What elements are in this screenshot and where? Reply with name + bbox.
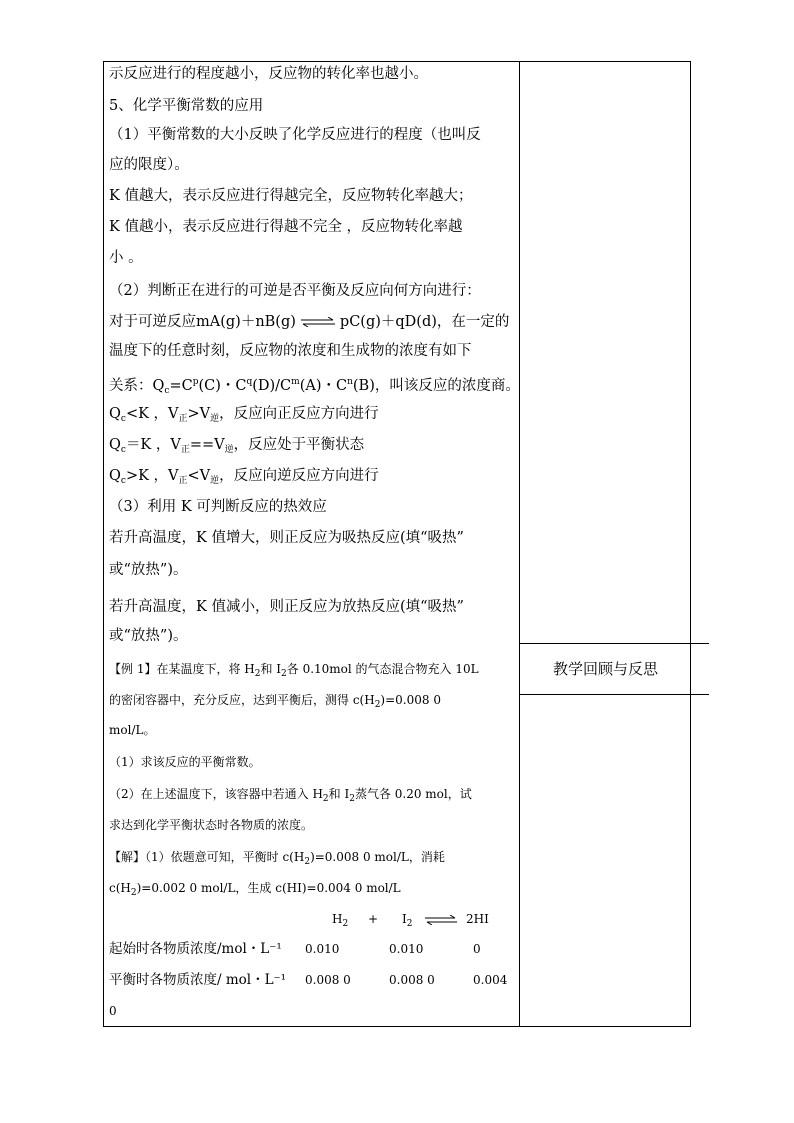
- text-line: 小 。: [109, 250, 143, 266]
- example-question: （2）在上述温度下，该容器中若通入 $H_2$和 $I_2$蒸气各 0.20 mol，试: [109, 787, 472, 804]
- text-line: K 值越大，表示反应进行得越完全，反应物转化率越大；: [109, 188, 473, 204]
- row-label-equilibrium: 平衡时各物质浓度/ mol・L⁻¹: [109, 972, 287, 988]
- row-label-initial: 起始时各物质浓度/mol・L⁻¹: [109, 941, 282, 957]
- table-cell: 0.008 0: [389, 973, 435, 987]
- text-line: 若升高温度，K 值减小，则正反应为放热反应(填“吸热”: [109, 599, 464, 615]
- equilibrium-arrow-icon: [424, 915, 458, 925]
- solution-line: 【解】（1）依题意可知，平衡时 $c(H_2)=0.008$ 0 mol/L，消耗: [109, 850, 445, 867]
- condition-equilibrium: $Q_c=K$ ，$V_正==V_逆$，反应处于平衡状态: [109, 437, 365, 455]
- qc-definition: 关系：$Q_c=C^p(C)$・$C^q(D)/C^m(A)$・$C^n(B)$，叫该反应的浓度商。: [109, 377, 520, 396]
- plus-sign: +: [368, 912, 379, 926]
- table-cell: 0.008 0: [305, 973, 351, 987]
- example-line: 【例 1】在某温度下，将 $H_2$和 $I_2$各 0.10mol 的气态混合物充入 10L: [109, 662, 479, 679]
- example-line: 的密闭容器中，充分反应，达到平衡后，测得 $c(H_2)=0.008$ 0: [109, 693, 441, 710]
- text-line: （3）利用 K 可判断反应的热效应: [109, 499, 327, 515]
- text-line: 应的限度）。: [109, 157, 189, 173]
- section-heading: 5、化学平衡常数的应用: [109, 98, 264, 114]
- condition-forward: $Q_c<K$ ，$V_正>V_逆$，反应向正反应方向进行: [109, 406, 379, 424]
- table-cell: 0: [473, 942, 481, 956]
- table-cell: 0.010: [389, 942, 424, 956]
- equilibrium-arrow-icon: [300, 317, 336, 327]
- text-line: K 值越小，表示反应进行得越不完全 ，反应物转化率越: [109, 219, 463, 235]
- species-i2: $I_2$: [402, 912, 413, 929]
- example-question: 求达到化学平衡状态时各物质的浓度。: [109, 818, 314, 832]
- example-line: mol/L。: [109, 723, 156, 737]
- condition-reverse: $Q_c>K$ ，$V_正<V_逆$，反应向逆反应方向进行: [109, 468, 379, 486]
- species-hi: 2HI: [466, 912, 489, 926]
- text-line: 若升高温度，K 值增大，则正反应为吸热反应(填“吸热”: [109, 530, 464, 546]
- reaction-line: 对于可逆反应mA(g)＋nB(g) pC(g)＋qD(d)，在一定的: [109, 314, 510, 330]
- text-line: 或“放热”)。: [109, 628, 188, 644]
- side-rule-bottom: [519, 694, 709, 695]
- reflection-heading: 教学回顾与反思: [552, 660, 658, 678]
- column-divider: [519, 61, 520, 1027]
- species-h2: $H_2$: [332, 912, 349, 929]
- text-line: 温度下的任意时刻，反应物的浓度和生成物的浓度有如下: [109, 343, 472, 359]
- text-line: 示反应进行的程度越小，反应物的转化率也越小。: [109, 66, 428, 82]
- table-cell: 0: [109, 1004, 117, 1018]
- table-cell: 0.010: [305, 942, 340, 956]
- example-question: （1）求该反应的平衡常数。: [109, 755, 261, 769]
- text-line: 或“放热”)。: [109, 562, 188, 578]
- table-cell: 0.004: [473, 973, 508, 987]
- solution-line: $c(H_2)=0.002$ 0 mol/L，生成 c(HI)=0.004 0 mol/L: [109, 881, 401, 898]
- text-line: （1）平衡常数的大小反映了化学反应进行的程度（也叫反: [109, 127, 481, 143]
- text-line: （2）判断正在进行的可逆是否平衡及反应向何方向进行：: [109, 283, 481, 299]
